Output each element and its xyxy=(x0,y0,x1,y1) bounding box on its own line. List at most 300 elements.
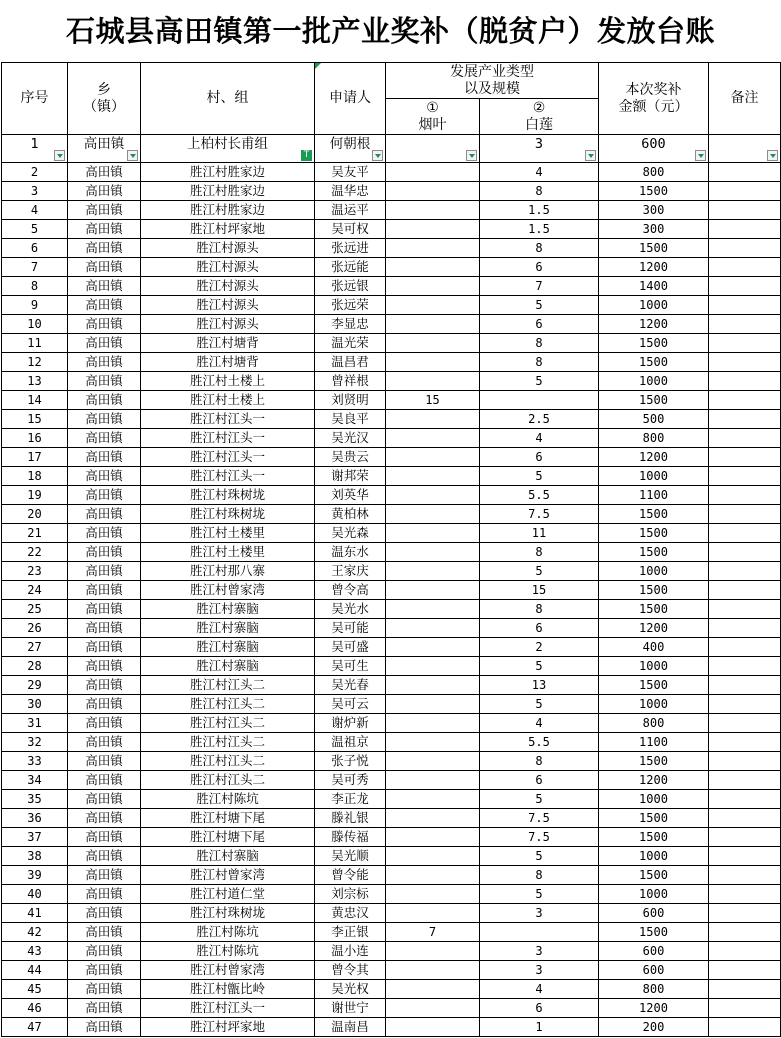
cell-lotus[interactable]: 6 xyxy=(480,619,599,638)
cell-township[interactable]: 高田镇 xyxy=(68,448,141,467)
cell-village[interactable]: 胜江村坪家地 xyxy=(141,1018,315,1037)
cell-applicant[interactable]: 刘英华 xyxy=(315,486,386,505)
cell-lotus[interactable]: 8 xyxy=(480,334,599,353)
cell-remark[interactable] xyxy=(709,657,781,676)
cell-tobacco[interactable] xyxy=(386,410,480,429)
cell-lotus[interactable]: 4 xyxy=(480,429,599,448)
cell-village[interactable]: 胜江村土楼里 xyxy=(141,543,315,562)
cell-lotus[interactable]: 1.5 xyxy=(480,201,599,220)
active-filter-icon[interactable]: T xyxy=(301,150,312,161)
cell-tobacco[interactable] xyxy=(386,258,480,277)
cell-remark[interactable] xyxy=(709,714,781,733)
cell-township[interactable]: 高田镇 xyxy=(68,505,141,524)
cell-village[interactable]: 胜江村源头 xyxy=(141,296,315,315)
cell-village[interactable]: 胜江村寨脑 xyxy=(141,847,315,866)
cell-seq[interactable]: 41 xyxy=(2,904,68,923)
cell-remark[interactable] xyxy=(709,999,781,1018)
cell-applicant[interactable]: 张子悦 xyxy=(315,752,386,771)
cell-amount[interactable]: 1000 xyxy=(599,296,709,315)
cell-amount[interactable]: 1500 xyxy=(599,600,709,619)
cell-lotus[interactable]: 6 xyxy=(480,448,599,467)
cell-seq[interactable]: 40 xyxy=(2,885,68,904)
filter-dropdown-icon[interactable] xyxy=(695,150,706,161)
cell-remark[interactable] xyxy=(709,135,781,163)
cell-remark[interactable] xyxy=(709,524,781,543)
cell-applicant[interactable]: 吴光水 xyxy=(315,600,386,619)
cell-applicant[interactable]: 谢炉新 xyxy=(315,714,386,733)
cell-applicant[interactable]: 吴光顺 xyxy=(315,847,386,866)
cell-lotus[interactable] xyxy=(480,391,599,410)
cell-seq[interactable] xyxy=(2,135,68,163)
cell-lotus[interactable]: 13 xyxy=(480,676,599,695)
cell-tobacco[interactable] xyxy=(386,619,480,638)
cell-remark[interactable] xyxy=(709,372,781,391)
cell-village[interactable]: 胜江村源头 xyxy=(141,239,315,258)
cell-tobacco[interactable] xyxy=(386,828,480,847)
cell-lotus[interactable]: 8 xyxy=(480,543,599,562)
cell-lotus[interactable] xyxy=(480,135,599,163)
cell-lotus[interactable]: 3 xyxy=(480,904,599,923)
cell-village[interactable]: 胜江村源头 xyxy=(141,277,315,296)
cell-applicant[interactable]: 李正银 xyxy=(315,923,386,942)
header-applicant[interactable]: 申请人 xyxy=(315,63,386,135)
cell-seq[interactable]: 21 xyxy=(2,524,68,543)
cell-remark[interactable] xyxy=(709,505,781,524)
cell-lotus[interactable]: 8 xyxy=(480,182,599,201)
cell-seq[interactable]: 45 xyxy=(2,980,68,999)
cell-applicant[interactable]: 黄忠汉 xyxy=(315,904,386,923)
cell-applicant[interactable]: 张远进 xyxy=(315,239,386,258)
cell-seq[interactable]: 33 xyxy=(2,752,68,771)
cell-remark[interactable] xyxy=(709,543,781,562)
header-amount[interactable]: 本次奖补 金额（元） xyxy=(599,63,709,135)
cell-village[interactable]: 胜江村陈坑 xyxy=(141,923,315,942)
cell-remark[interactable] xyxy=(709,410,781,429)
cell-tobacco[interactable] xyxy=(386,543,480,562)
cell-amount[interactable]: 1000 xyxy=(599,467,709,486)
cell-tobacco[interactable] xyxy=(386,980,480,999)
cell-remark[interactable] xyxy=(709,752,781,771)
cell-tobacco[interactable] xyxy=(386,239,480,258)
cell-seq[interactable]: 37 xyxy=(2,828,68,847)
cell-amount[interactable]: 1100 xyxy=(599,486,709,505)
cell-lotus[interactable]: 11 xyxy=(480,524,599,543)
cell-lotus[interactable]: 4 xyxy=(480,980,599,999)
cell-amount[interactable]: 1500 xyxy=(599,923,709,942)
cell-tobacco[interactable] xyxy=(386,866,480,885)
cell-amount[interactable]: 1500 xyxy=(599,182,709,201)
cell-remark[interactable] xyxy=(709,353,781,372)
cell-tobacco[interactable] xyxy=(386,163,480,182)
cell-applicant[interactable]: 吴光权 xyxy=(315,980,386,999)
cell-lotus[interactable]: 6 xyxy=(480,999,599,1018)
cell-amount[interactable]: 300 xyxy=(599,220,709,239)
cell-village[interactable]: 胜江村江头二 xyxy=(141,695,315,714)
cell-village[interactable]: 胜江村寨脑 xyxy=(141,638,315,657)
cell-tobacco[interactable] xyxy=(386,942,480,961)
cell-remark[interactable] xyxy=(709,315,781,334)
cell-remark[interactable] xyxy=(709,296,781,315)
cell-township[interactable]: 高田镇 xyxy=(68,980,141,999)
cell-township[interactable]: 高田镇 xyxy=(68,828,141,847)
cell-tobacco[interactable] xyxy=(386,486,480,505)
cell-tobacco[interactable] xyxy=(386,334,480,353)
cell-seq[interactable]: 31 xyxy=(2,714,68,733)
cell-township[interactable]: 高田镇 xyxy=(68,695,141,714)
cell-lotus[interactable]: 1.5 xyxy=(480,220,599,239)
cell-remark[interactable] xyxy=(709,448,781,467)
cell-remark[interactable] xyxy=(709,809,781,828)
cell-seq[interactable]: 24 xyxy=(2,581,68,600)
cell-remark[interactable] xyxy=(709,182,781,201)
cell-tobacco[interactable] xyxy=(386,999,480,1018)
cell-township[interactable]: 高田镇 xyxy=(68,923,141,942)
cell-tobacco[interactable] xyxy=(386,714,480,733)
cell-village[interactable]: 胜江村曾家湾 xyxy=(141,866,315,885)
header-industry[interactable]: 发展产业类型 以及规模 xyxy=(386,63,599,99)
cell-applicant[interactable]: 曾令其 xyxy=(315,961,386,980)
cell-seq[interactable]: 13 xyxy=(2,372,68,391)
cell-seq[interactable]: 3 xyxy=(2,182,68,201)
cell-tobacco[interactable] xyxy=(386,182,480,201)
cell-lotus[interactable]: 3 xyxy=(480,942,599,961)
cell-tobacco[interactable] xyxy=(386,657,480,676)
cell-township[interactable]: 高田镇 xyxy=(68,334,141,353)
cell-township[interactable]: 高田镇 xyxy=(68,866,141,885)
cell-lotus[interactable]: 5.5 xyxy=(480,486,599,505)
cell-amount[interactable]: 800 xyxy=(599,429,709,448)
cell-tobacco[interactable] xyxy=(386,372,480,391)
cell-village[interactable]: 胜江村珠树垅 xyxy=(141,486,315,505)
cell-village[interactable]: 胜江村寨脑 xyxy=(141,619,315,638)
cell-tobacco[interactable] xyxy=(386,752,480,771)
cell-village[interactable]: 胜江村曾家湾 xyxy=(141,581,315,600)
cell-remark[interactable] xyxy=(709,828,781,847)
cell-lotus[interactable]: 7.5 xyxy=(480,505,599,524)
cell-amount[interactable]: 1000 xyxy=(599,657,709,676)
cell-township[interactable]: 高田镇 xyxy=(68,410,141,429)
cell-lotus[interactable]: 2.5 xyxy=(480,410,599,429)
cell-township[interactable]: 高田镇 xyxy=(68,999,141,1018)
cell-lotus[interactable]: 8 xyxy=(480,600,599,619)
cell-lotus[interactable]: 4 xyxy=(480,163,599,182)
filter-dropdown-icon[interactable] xyxy=(585,150,596,161)
cell-amount[interactable]: 400 xyxy=(599,638,709,657)
cell-applicant[interactable]: 温祖京 xyxy=(315,733,386,752)
cell-applicant[interactable]: 曾祥根 xyxy=(315,372,386,391)
cell-township[interactable]: 高田镇 xyxy=(68,220,141,239)
cell-applicant[interactable]: 吴友平 xyxy=(315,163,386,182)
cell-amount[interactable]: 1500 xyxy=(599,353,709,372)
cell-township[interactable]: 高田镇 xyxy=(68,524,141,543)
cell-village[interactable]: 胜江村江头二 xyxy=(141,714,315,733)
cell-seq[interactable]: 5 xyxy=(2,220,68,239)
cell-township[interactable]: 高田镇 xyxy=(68,942,141,961)
cell-seq[interactable]: 23 xyxy=(2,562,68,581)
cell-lotus[interactable]: 8 xyxy=(480,866,599,885)
cell-applicant[interactable]: 吴可能 xyxy=(315,619,386,638)
cell-township[interactable]: 高田镇 xyxy=(68,638,141,657)
cell-applicant[interactable]: 吴可权 xyxy=(315,220,386,239)
cell-amount[interactable]: 600 xyxy=(599,942,709,961)
cell-remark[interactable] xyxy=(709,847,781,866)
cell-lotus[interactable]: 7.5 xyxy=(480,828,599,847)
cell-village[interactable]: 胜江村那八寨 xyxy=(141,562,315,581)
cell-tobacco[interactable]: 15 xyxy=(386,391,480,410)
cell-remark[interactable] xyxy=(709,638,781,657)
cell-applicant[interactable]: 李显忠 xyxy=(315,315,386,334)
cell-tobacco[interactable] xyxy=(386,885,480,904)
cell-village[interactable]: 胜江村江头二 xyxy=(141,771,315,790)
cell-tobacco[interactable]: 7 xyxy=(386,923,480,942)
cell-amount[interactable]: 1500 xyxy=(599,752,709,771)
cell-remark[interactable] xyxy=(709,429,781,448)
cell-applicant[interactable]: 张远能 xyxy=(315,258,386,277)
cell-lotus[interactable]: 1 xyxy=(480,1018,599,1037)
cell-seq[interactable]: 10 xyxy=(2,315,68,334)
cell-village[interactable]: 胜江村寨脑 xyxy=(141,600,315,619)
cell-remark[interactable] xyxy=(709,942,781,961)
cell-remark[interactable] xyxy=(709,790,781,809)
cell-applicant[interactable]: 温运平 xyxy=(315,201,386,220)
cell-lotus[interactable]: 6 xyxy=(480,258,599,277)
cell-amount[interactable]: 1000 xyxy=(599,372,709,391)
cell-amount[interactable]: 1000 xyxy=(599,695,709,714)
cell-village[interactable]: 胜江村江头二 xyxy=(141,733,315,752)
cell-township[interactable]: 高田镇 xyxy=(68,790,141,809)
cell-tobacco[interactable] xyxy=(386,135,480,163)
cell-remark[interactable] xyxy=(709,619,781,638)
cell-remark[interactable] xyxy=(709,467,781,486)
header-village[interactable]: 村、组 xyxy=(141,63,315,135)
cell-township[interactable] xyxy=(68,135,141,163)
cell-village[interactable]: 胜江村塘背 xyxy=(141,334,315,353)
cell-tobacco[interactable] xyxy=(386,277,480,296)
cell-applicant[interactable]: 温光荣 xyxy=(315,334,386,353)
cell-applicant[interactable]: 王家庆 xyxy=(315,562,386,581)
cell-village[interactable]: 胜江村江头一 xyxy=(141,429,315,448)
cell-applicant[interactable]: 滕礼银 xyxy=(315,809,386,828)
cell-remark[interactable] xyxy=(709,486,781,505)
cell-applicant[interactable]: 温华忠 xyxy=(315,182,386,201)
cell-remark[interactable] xyxy=(709,220,781,239)
cell-remark[interactable] xyxy=(709,980,781,999)
cell-village[interactable]: 胜江村江头一 xyxy=(141,467,315,486)
cell-township[interactable]: 高田镇 xyxy=(68,581,141,600)
cell-remark[interactable] xyxy=(709,885,781,904)
cell-lotus[interactable]: 8 xyxy=(480,239,599,258)
cell-village[interactable]: 胜江村江头一 xyxy=(141,999,315,1018)
cell-lotus[interactable]: 5.5 xyxy=(480,733,599,752)
cell-seq[interactable]: 8 xyxy=(2,277,68,296)
cell-township[interactable]: 高田镇 xyxy=(68,239,141,258)
cell-tobacco[interactable] xyxy=(386,1018,480,1037)
cell-township[interactable]: 高田镇 xyxy=(68,961,141,980)
cell-tobacco[interactable] xyxy=(386,220,480,239)
cell-applicant[interactable]: 张远银 xyxy=(315,277,386,296)
cell-township[interactable]: 高田镇 xyxy=(68,315,141,334)
cell-village[interactable]: 胜江村坪家地 xyxy=(141,220,315,239)
cell-applicant[interactable]: 刘宗标 xyxy=(315,885,386,904)
cell-remark[interactable] xyxy=(709,771,781,790)
cell-amount[interactable]: 1400 xyxy=(599,277,709,296)
cell-tobacco[interactable] xyxy=(386,353,480,372)
cell-applicant[interactable]: 李正龙 xyxy=(315,790,386,809)
cell-seq[interactable]: 6 xyxy=(2,239,68,258)
cell-village[interactable]: 胜江村源头 xyxy=(141,258,315,277)
cell-seq[interactable]: 15 xyxy=(2,410,68,429)
cell-township[interactable]: 高田镇 xyxy=(68,676,141,695)
cell-seq[interactable]: 22 xyxy=(2,543,68,562)
cell-amount[interactable]: 600 xyxy=(599,904,709,923)
cell-seq[interactable]: 34 xyxy=(2,771,68,790)
cell-seq[interactable]: 2 xyxy=(2,163,68,182)
cell-township[interactable]: 高田镇 xyxy=(68,619,141,638)
cell-seq[interactable]: 39 xyxy=(2,866,68,885)
cell-tobacco[interactable] xyxy=(386,429,480,448)
cell-remark[interactable] xyxy=(709,733,781,752)
cell-village[interactable]: 胜江村塘下尾 xyxy=(141,809,315,828)
cell-township[interactable]: 高田镇 xyxy=(68,182,141,201)
cell-seq[interactable]: 27 xyxy=(2,638,68,657)
cell-amount[interactable]: 600 xyxy=(599,961,709,980)
cell-village[interactable]: 胜江村胜家边 xyxy=(141,182,315,201)
filter-dropdown-icon[interactable] xyxy=(767,150,778,161)
cell-remark[interactable] xyxy=(709,201,781,220)
cell-remark[interactable] xyxy=(709,695,781,714)
cell-amount[interactable]: 1500 xyxy=(599,524,709,543)
cell-amount[interactable] xyxy=(599,135,709,163)
cell-tobacco[interactable] xyxy=(386,600,480,619)
cell-township[interactable]: 高田镇 xyxy=(68,163,141,182)
cell-tobacco[interactable] xyxy=(386,505,480,524)
cell-amount[interactable]: 1100 xyxy=(599,733,709,752)
cell-lotus[interactable]: 5 xyxy=(480,695,599,714)
cell-tobacco[interactable] xyxy=(386,790,480,809)
cell-village[interactable]: 胜江村珠树垅 xyxy=(141,904,315,923)
cell-amount[interactable]: 800 xyxy=(599,163,709,182)
cell-lotus[interactable]: 5 xyxy=(480,562,599,581)
cell-seq[interactable]: 35 xyxy=(2,790,68,809)
cell-lotus[interactable]: 6 xyxy=(480,315,599,334)
cell-village[interactable]: 胜江村源头 xyxy=(141,315,315,334)
header-seq[interactable]: 序号 xyxy=(2,63,68,135)
cell-seq[interactable]: 36 xyxy=(2,809,68,828)
cell-applicant[interactable]: 谢世宁 xyxy=(315,999,386,1018)
cell-amount[interactable]: 1200 xyxy=(599,619,709,638)
cell-applicant[interactable]: 吴可秀 xyxy=(315,771,386,790)
cell-lotus[interactable]: 8 xyxy=(480,353,599,372)
cell-amount[interactable]: 1500 xyxy=(599,505,709,524)
cell-village[interactable]: 胜江村土楼上 xyxy=(141,372,315,391)
filter-dropdown-icon[interactable] xyxy=(372,150,383,161)
cell-township[interactable]: 高田镇 xyxy=(68,543,141,562)
cell-amount[interactable]: 1500 xyxy=(599,581,709,600)
cell-seq[interactable]: 7 xyxy=(2,258,68,277)
cell-township[interactable]: 高田镇 xyxy=(68,771,141,790)
cell-applicant[interactable]: 黄柏林 xyxy=(315,505,386,524)
cell-seq[interactable]: 19 xyxy=(2,486,68,505)
cell-village[interactable]: 胜江村土楼上 xyxy=(141,391,315,410)
cell-amount[interactable]: 1500 xyxy=(599,676,709,695)
cell-seq[interactable]: 30 xyxy=(2,695,68,714)
cell-township[interactable]: 高田镇 xyxy=(68,391,141,410)
cell-seq[interactable]: 44 xyxy=(2,961,68,980)
cell-tobacco[interactable] xyxy=(386,676,480,695)
cell-seq[interactable]: 47 xyxy=(2,1018,68,1037)
cell-village[interactable]: 胜江村曾家湾 xyxy=(141,961,315,980)
cell-applicant[interactable]: 吴光春 xyxy=(315,676,386,695)
cell-seq[interactable]: 28 xyxy=(2,657,68,676)
cell-amount[interactable]: 1500 xyxy=(599,828,709,847)
header-township[interactable]: 乡 （镇） xyxy=(68,63,141,135)
cell-seq[interactable]: 9 xyxy=(2,296,68,315)
cell-township[interactable]: 高田镇 xyxy=(68,847,141,866)
cell-village[interactable]: 胜江村陈坑 xyxy=(141,790,315,809)
cell-amount[interactable]: 500 xyxy=(599,410,709,429)
cell-tobacco[interactable] xyxy=(386,961,480,980)
cell-township[interactable]: 高田镇 xyxy=(68,809,141,828)
cell-township[interactable]: 高田镇 xyxy=(68,353,141,372)
cell-village[interactable]: 胜江村胜家边 xyxy=(141,201,315,220)
cell-amount[interactable]: 800 xyxy=(599,714,709,733)
cell-seq[interactable]: 18 xyxy=(2,467,68,486)
cell-seq[interactable]: 25 xyxy=(2,600,68,619)
cell-lotus[interactable]: 2 xyxy=(480,638,599,657)
cell-amount[interactable]: 1000 xyxy=(599,847,709,866)
cell-seq[interactable]: 26 xyxy=(2,619,68,638)
cell-remark[interactable] xyxy=(709,239,781,258)
cell-tobacco[interactable] xyxy=(386,562,480,581)
cell-lotus[interactable]: 6 xyxy=(480,771,599,790)
cell-remark[interactable] xyxy=(709,600,781,619)
cell-amount[interactable]: 1500 xyxy=(599,809,709,828)
cell-tobacco[interactable] xyxy=(386,809,480,828)
filter-dropdown-icon[interactable] xyxy=(466,150,477,161)
cell-lotus[interactable]: 7.5 xyxy=(480,809,599,828)
cell-applicant[interactable]: 温东水 xyxy=(315,543,386,562)
cell-township[interactable]: 高田镇 xyxy=(68,562,141,581)
header-remark[interactable]: 备注 xyxy=(709,63,781,135)
cell-lotus[interactable]: 8 xyxy=(480,752,599,771)
cell-lotus[interactable]: 5 xyxy=(480,657,599,676)
cell-amount[interactable]: 1200 xyxy=(599,448,709,467)
cell-tobacco[interactable] xyxy=(386,448,480,467)
cell-lotus[interactable]: 5 xyxy=(480,847,599,866)
header-lotus[interactable]: ② 白莲 xyxy=(480,99,599,135)
cell-applicant[interactable]: 吴光森 xyxy=(315,524,386,543)
cell-tobacco[interactable] xyxy=(386,524,480,543)
cell-remark[interactable] xyxy=(709,163,781,182)
cell-applicant[interactable]: 滕传福 xyxy=(315,828,386,847)
cell-amount[interactable]: 1500 xyxy=(599,391,709,410)
cell-amount[interactable]: 1200 xyxy=(599,771,709,790)
cell-seq[interactable]: 14 xyxy=(2,391,68,410)
cell-seq[interactable]: 38 xyxy=(2,847,68,866)
cell-applicant[interactable]: 吴贵云 xyxy=(315,448,386,467)
cell-remark[interactable] xyxy=(709,961,781,980)
cell-seq[interactable]: 32 xyxy=(2,733,68,752)
cell-remark[interactable] xyxy=(709,1018,781,1037)
cell-township[interactable]: 高田镇 xyxy=(68,296,141,315)
cell-township[interactable]: 高田镇 xyxy=(68,201,141,220)
cell-seq[interactable]: 43 xyxy=(2,942,68,961)
cell-amount[interactable]: 1500 xyxy=(599,866,709,885)
cell-village[interactable]: 胜江村寨脑 xyxy=(141,657,315,676)
cell-township[interactable]: 高田镇 xyxy=(68,733,141,752)
cell-applicant[interactable]: 谢邦荣 xyxy=(315,467,386,486)
cell-lotus[interactable]: 5 xyxy=(480,790,599,809)
